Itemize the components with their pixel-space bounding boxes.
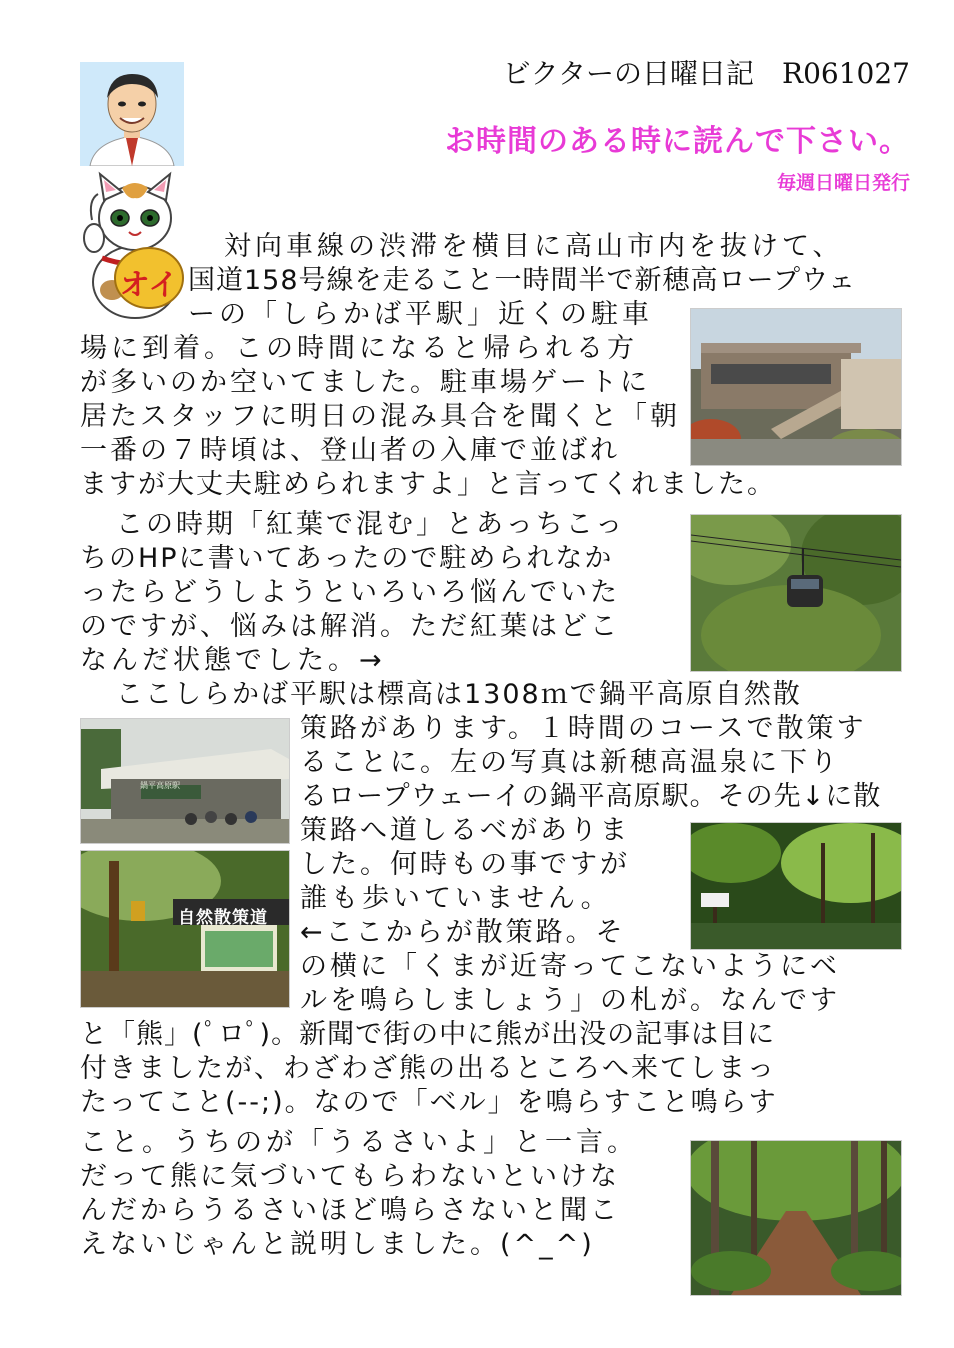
body-line: 居たスタッフに明日の混み具合を聞くと「朝	[80, 401, 680, 432]
body-line: たってこと(--;)。なので「ベル」を鳴らすこと鳴らす	[80, 1087, 778, 1118]
body-line: ここしらかば平駅は標高は1308ｍで鍋平高原自然散	[116, 679, 802, 710]
station-sign-text: 鍋平高原駅	[140, 781, 180, 790]
photo-shirakabadaira-station	[690, 308, 902, 466]
body-line: なんだ状態でした。→	[80, 645, 386, 676]
body-line: んだからうるさいほど鳴らさないと聞こ	[80, 1195, 620, 1226]
body-line: のですが、悩みは解消。ただ紅葉はどこ	[80, 611, 620, 642]
body-line: 策路があります。１時間のコースで散策す	[300, 713, 867, 744]
body-line: 付きましたが、わざわざ熊の出るところへ来てしまっ	[80, 1053, 776, 1084]
body-line: えないじゃんと説明しました。(^_^)	[80, 1229, 595, 1260]
body-line: と「熊」(ﾟロﾟ)。新聞で街の中に熊が出没の記事は目に	[80, 1019, 776, 1050]
body-line: 一番の７時頃は、登山者の入庫で並ばれ	[80, 435, 620, 466]
publication-frequency: 毎週日曜日発行	[776, 172, 910, 194]
body-line: ルを鳴らしましょう」の札が。なんです	[300, 985, 840, 1016]
body-line: 場に到着。この時間になると帰られる方	[80, 333, 638, 364]
photo-forest-trail	[690, 1140, 902, 1296]
body-line: この時期「紅葉で混む」とあっちこっ	[116, 509, 626, 540]
coin-text: オイ	[119, 268, 179, 303]
body-line: 誰も歩いていません。	[300, 883, 612, 914]
body-line: だって熊に気づいてもらわないといけな	[80, 1161, 620, 1192]
body-line: が多いのか空いてました。駐車場ゲートに	[80, 367, 650, 398]
diary-title: ビクターの日曜日記 R061027	[502, 57, 910, 90]
photo-forest-signpost	[690, 822, 902, 950]
trail-sign-text: 自然散策道	[178, 908, 268, 928]
body-line: ることに。左の写真は新穂高温泉に下り	[300, 747, 840, 778]
body-line: 対向車線の渋滞を横目に高山市内を抜けて、	[224, 231, 844, 262]
body-line: 策路へ道しるべがありま	[300, 815, 630, 846]
body-line: の横に「くまが近寄ってこないようにベ	[300, 951, 840, 982]
body-line: 国道158号線を走ること一時間半で新穂高ロープウェ	[188, 265, 857, 296]
body-line: こと。うちのが「うるさいよ」と一言。	[80, 1127, 638, 1158]
photo-trail-signboard	[80, 850, 290, 1008]
body-line: ーの「しらかば平駅」近くの駐車	[188, 299, 653, 330]
body-line: ったらどうしようといろいろ悩んでいた	[80, 577, 620, 608]
body-line: ちのHPに書いてあったので駐められなか	[80, 543, 614, 574]
body-line: ますが大丈夫駐められますよ」と言ってくれました。	[80, 469, 776, 500]
body-line: ←ここからが散策路。そ	[300, 917, 626, 948]
body-line: した。何時もの事ですが	[300, 849, 630, 880]
body-line: るロープウェーイの鍋平高原駅。その先↓に散	[300, 781, 882, 812]
photo-ropeway-gondola	[690, 514, 902, 672]
subtitle: お時間のある時に読んで下さい。	[445, 124, 910, 159]
author-avatar	[80, 62, 184, 166]
